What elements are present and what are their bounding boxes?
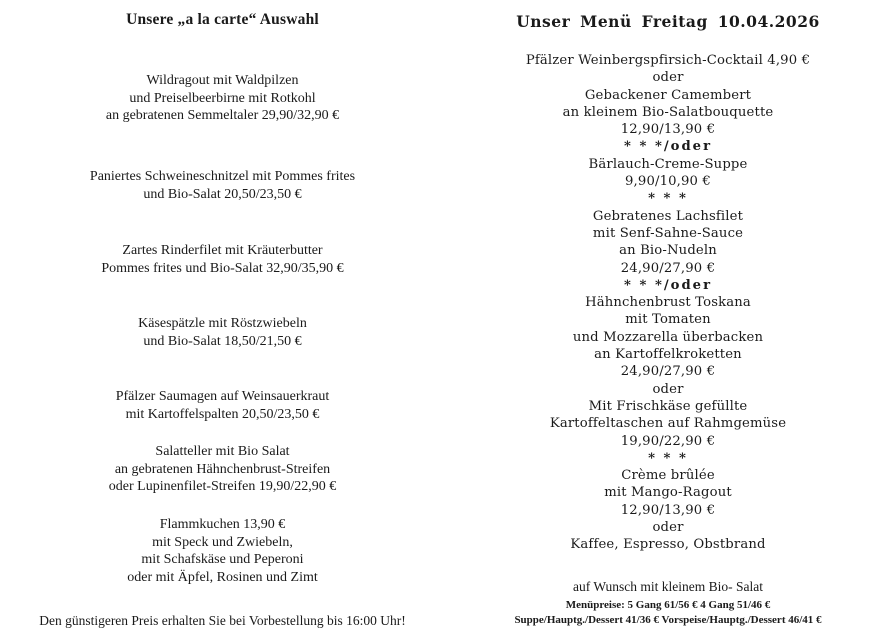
dish-line: oder Lupinenfilet-Streifen 19,90/22,90 € [108,479,337,494]
menu-line: Kartoffeltaschen auf Rahmgemüse [549,416,787,432]
dish-line: mit Speck und Zwiebeln, [152,534,293,550]
daily-menu-courses [455,52,881,554]
menu-line: * * */oder [623,277,713,293]
menu-line: oder [652,381,684,397]
menu-prices-line: Menüpreise: 5 Gang 61/56 € 4 Gang 51/46 € [565,599,771,611]
a-la-carte-title: Unsere „a la carte“ Auswahl [126,11,319,28]
menu-line: 9,90/10,90 € [625,174,711,190]
dish-line: an gebratenen Hähnchenbrust-Streifen [114,461,331,477]
dish-line: Pommes frites und Bio-Salat 32,90/35,90 € [101,260,344,276]
preorder-note: Den günstigeren Preis erhalten Sie bei Vorbestellung bis 16:00 Uhr! [39,613,406,628]
menu-line: 24,90/27,90 € [620,364,716,380]
menu-line: Gebackener Camembert [584,87,752,103]
salad-option-note: auf Wunsch mit kleinem Bio- Salat [572,579,764,594]
menu-prices-line: Suppe/Hauptg./Dessert 41/36 € Vorspeise/Hauptg./Dessert 46/41 € [514,614,822,626]
dish-line: Flammkuchen 13,90 € [159,517,286,532]
dish-line: Käsespätzle mit Röstzwiebeln [138,316,307,331]
dish-line: und Bio-Salat 18,50/21,50 € [143,333,302,349]
menu-line: 24,90/27,90 € [620,260,716,276]
menu-prices [455,598,881,628]
dish-line: oder mit Äpfel, Rosinen und Zimt [127,569,318,585]
dish-line: Salatteller mit Bio Salat [155,444,290,459]
menu-line: mit Senf-Sahne-Sauce [592,225,744,241]
dish-line: Pfälzer Saumagen auf Weinsauerkraut [115,389,330,404]
dish-salatteller [0,443,445,496]
menu-line: mit Mango-Ragout [604,485,732,501]
dish-line: und Bio-Salat 20,50/23,50 € [143,186,302,202]
dish-line: Wildragout mit Waldpilzen [146,73,299,88]
menu-line: Crème brûlée [621,468,715,484]
menu-line: 12,90/13,90 € [620,122,716,138]
menu-line: * * */oder [623,139,713,155]
menu-line: Kaffee, Espresso, Obstbrand [570,537,766,553]
menu-line: an Kartoffelkroketten [594,347,742,363]
dish-kaesespaetzle [0,315,445,350]
daily-menu-title: Unser Menü Freitag 10.04.2026 [516,12,820,31]
dish-line: an gebratenen Semmeltaler 29,90/32,90 € [105,108,340,123]
menu-line: an kleinem Bio-Salatbouquette [562,104,774,120]
dish-flammkuchen [0,516,445,586]
menu-line: oder [652,520,684,536]
menu-line: Pfälzer Weinbergspfirsich-Cocktail 4,90 € [525,53,811,68]
menu-line: * * * [648,450,688,466]
menu-line: 19,90/22,90 € [620,433,716,449]
menu-line: an Bio-Nudeln [619,243,717,259]
menu-line: und Mozzarella überbacken [572,329,764,345]
dish-line: mit Schafskäse und Peperoni [141,552,304,567]
dish-line: und Preiselbeerbirne mit Rotkohl [129,90,316,106]
dish-line: Zartes Rinderfilet mit Kräuterbutter [122,243,323,258]
dish-wildragout [0,72,445,125]
menu-line: Gebratenes Lachsfilet [592,208,744,224]
dish-line: mit Kartoffelspalten 20,50/23,50 € [125,406,320,422]
menu-line: Bärlauch-Creme-Suppe [588,156,748,172]
menu-line: 12,90/13,90 € [620,502,716,518]
menu-line: Mit Frischkäse gefüllte [588,398,748,414]
menu-line: Hähnchenbrust Toskana [585,295,751,311]
menu-line: * * * [648,191,688,207]
dish-line: Paniertes Schweineschnitzel mit Pommes frites [89,169,356,184]
menu-line: mit Tomaten [625,312,711,328]
dish-saumagen [0,388,445,423]
menu-line: oder [652,70,684,86]
dish-rinderfilet [0,242,445,277]
dish-schweineschnitzel [0,168,445,203]
